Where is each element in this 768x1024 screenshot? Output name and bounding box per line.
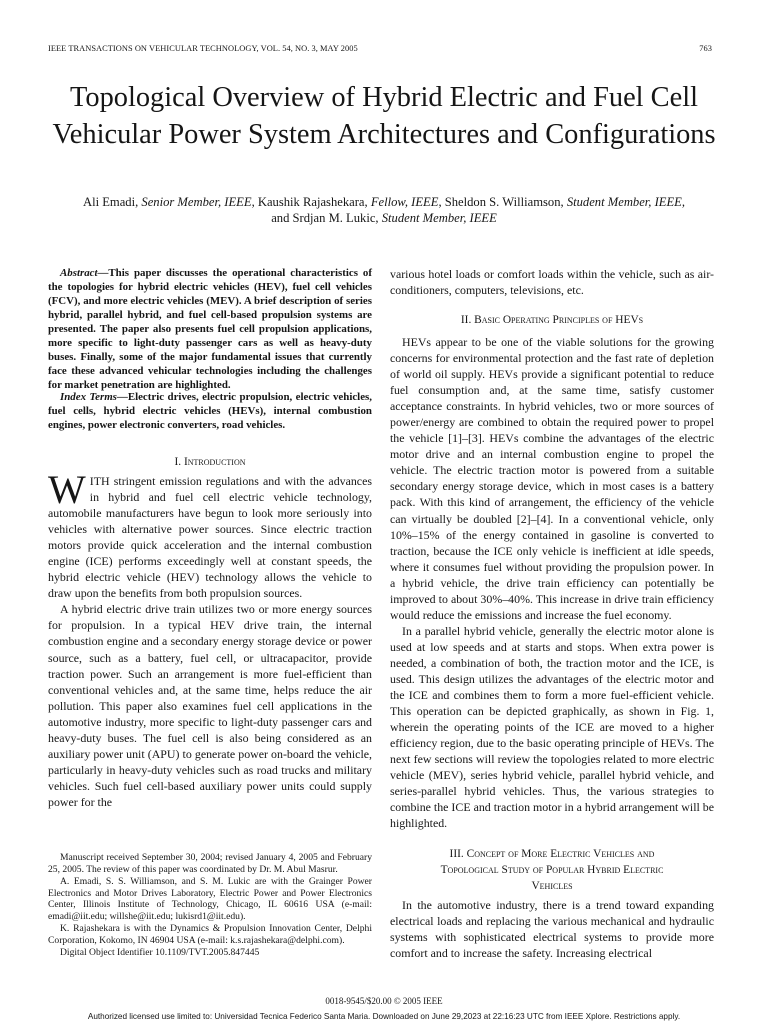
author-rajashekara: , Kaushik Rajashekara, <box>251 195 371 209</box>
section-heading-basic-principles: II. Basic Operating Principles of HEVs <box>460 314 644 326</box>
abstract-text: —This paper discusses the operational characteristics of the topologies for hybrid electric vehicles (HEV), fuel cell vehicles (FCV), and more electric vehicles (MEV). A brief description of series hybrid, parallel hybrid, and fuel cell-based propulsion systems are presented. The paper also presents fuel cell propulsion applications, more specific to light-duty passenger cars as well as heavy-duty buses. Finally, some of the major fundamental issues that currently face these advanced vehicular technologies including the challenges for market penetration are highlighted. <box>48 267 372 392</box>
footnote-manuscript: Manuscript received September 30, 2004; revised January 4, 2005 and February 25, 2005. The review of this paper was coordinated by Dr. M. Abul Masrur. <box>48 852 372 875</box>
author-rajashekara-role: Fellow, IEEE <box>370 195 439 209</box>
author-emadi-role: Senior Member, IEEE <box>141 195 252 209</box>
section3-heading-line-2: Topological Study of Popular Hybrid Electric <box>440 864 664 876</box>
footnote-doi: Digital Object Identifier 10.1109/TVT.2005.847445 <box>60 946 260 958</box>
index-terms <box>48 390 372 432</box>
intro-paragraph-2: A hybrid electric drive train utilizes two or more energy sources for propulsion. In a typical HEV drive train, the internal combustion engine and a secondary energy storage device or power source, such as a battery, fuel cell, or ultracapacitor, provide traction power. Such an arrangement is more fuel-efficient than conventional vehicles and, at the same time, helps reduce the air pollution. This paper also examines fuel cell applications in the automotive industry, more specific to light-duty passenger cars and heavy-duty buses. The fuel cell is also being considered as an auxiliary power unit (APU) to generate power on-board the vehicle, particularly in heavy-duty vehicles such as road trucks and military vehicles. Such fuel cell-based auxiliary power units could supply power for the <box>48 602 372 809</box>
copyright-footer: 0018-9545/$20.00 © 2005 IEEE <box>325 996 443 1006</box>
drop-cap: W <box>48 467 86 512</box>
section2-paragraph-1: HEVs appear to be one of the viable solutions for the growing concerns for environmental protection and the fast rate of depletion of world oil supply. HEVs provide a significant potential to reduce fuel consumption and, at the same time, satisfy customer acceptance constraints. In hybrid vehicles, two or more sources of power/energy are combined to obtain the required power to propel the vehicle [1]–[3]. HEVs combine the advantages of the electric motor drive and an internal combustion engine to propel the vehicle. The electric traction motor is powered from a suitable secondary energy storage device, which in most cases is a battery pack. With this kind of arrangement, the efficiency of the vehicle can virtually be doubled [2]–[4]. In a conventional vehicle, only 10%–15% of the energy contained in gasoline is converted to traction, because the ICE only vehicle is inefficient at idle speeds, where it consumes fuel without providing the propulsion power. In a hybrid vehicle, the drive train efficiency can potentially be improved to about 30%–40%. This increase in drive train efficiency would reduce the emissions and increase the fuel economy. <box>390 335 714 622</box>
intro-paragraph-1: ITH stringent emission regulations and with the advances in hybrid and fuel cell electric vehicle technology, automobile manufacturers have begun to look more seriously into vehicles with alternative power sources. Since electric traction motors provide quick acceleration and the internal combustion engine (ICE) performs exceedingly well at constant speeds, the hybrid electric vehicle (HEV) technology allows the vehicle to draw upon the benefits from both propulsion sources. <box>48 474 372 601</box>
author-williamson: , Sheldon S. Williamson, <box>438 195 567 209</box>
footnote-affiliation-iit: A. Emadi, S. S. Williamson, and S. M. Lukic are with the Grainger Power Electronics and Motor Drives Laboratory, Electric Power and Power Electronics Center, Illinois Institute of Technology, Chicago, IL 60616 USA (e-mail: emadi@iit.edu; willshe@iit.edu; lukisrd1@iit.edu). <box>48 875 372 923</box>
abstract-label: Abstract <box>60 267 98 279</box>
section-heading-introduction: I. Introduction <box>174 456 246 468</box>
section2-body <box>390 334 714 831</box>
journal-line: IEEE TRANSACTIONS ON VEHICULAR TECHNOLOGY, VOL. 54, NO. 3, MAY 2005 <box>48 44 358 53</box>
index-terms-label: Index Terms <box>60 391 117 403</box>
footnote-affiliation-delphi: K. Rajashekara is with the Dynamics & Propulsion Innovation Center, Delphi Corporation, Kokomo, IN 46904 USA (e-mail: k.s.rajashekara@delphi.com). <box>48 923 372 946</box>
section3-paragraph-1: In the automotive industry, there is a trend toward expanding electrical loads and replacing the various mechanical and hydraulic systems with sophisticated electrical systems to provide more comfort and to increase the safety. Increasing electrical <box>390 898 714 961</box>
index-terms-text: —Electric drives, electric propulsion, electric vehicles, fuel cells, hybrid electric vehicles (HEVs), internal combustion engines, power electronic converters, road vehicles. <box>48 391 372 432</box>
introduction-body <box>48 467 372 810</box>
section3-heading-line-3: Vehicles <box>531 880 573 892</box>
page-number: 763 <box>699 44 712 53</box>
paper-title: Topological Overview of Hybrid Electric and Fuel Cell Vehicular Power System Architectures and Configurations <box>52 82 716 150</box>
license-notice: Authorized licensed use limited to: Universidad Tecnica Federico Santa Maria. Downloaded on June 29,2023 at 22:16:23 UTC from IEEE Xplore. Restrictions apply. <box>87 1012 681 1021</box>
author-list <box>44 194 724 226</box>
author-lukic: and Srdjan M. Lukic, <box>271 211 382 225</box>
section2-paragraph-2: In a parallel hybrid vehicle, generally the electric motor alone is used at low speeds and at starts and stops. When extra power is needed, a combination of both, the traction motor and the ICE, is used. This design utilizes the advantages of the electric motor and the ICE and combines them to form a more fuel-efficient vehicle. This operation can be depicted graphically, as shown in Fig. 1, wherein the operating points of the ICE are moved to a higher efficiency region, due to the basic operating principle of HEVs. The next few sections will review the topologies related to more electric vehicle (MEV), series hybrid vehicle, parallel hybrid vehicle, and series-parallel hybrid vehicles. Thus, the various strategies to combine the ICE and traction motor in a hybrid arrangement will be highlighted. <box>390 623 714 831</box>
running-header <box>48 44 712 58</box>
section3-heading-line-1: III. Concept of More Electric Vehicles and <box>449 848 655 860</box>
author-lukic-role: Student Member, IEEE <box>381 211 497 225</box>
continued-paragraph: various hotel loads or comfort loads within the vehicle, such as air-conditioners, computers, televisions, etc. <box>390 267 714 298</box>
footnotes <box>48 852 372 959</box>
author-williamson-role: Student Member, IEEE, <box>566 195 686 209</box>
section3-body <box>390 897 714 961</box>
abstract <box>48 266 372 392</box>
section-heading-more-electric-vehicles <box>390 846 714 894</box>
author-emadi: Ali Emadi, <box>82 195 142 209</box>
